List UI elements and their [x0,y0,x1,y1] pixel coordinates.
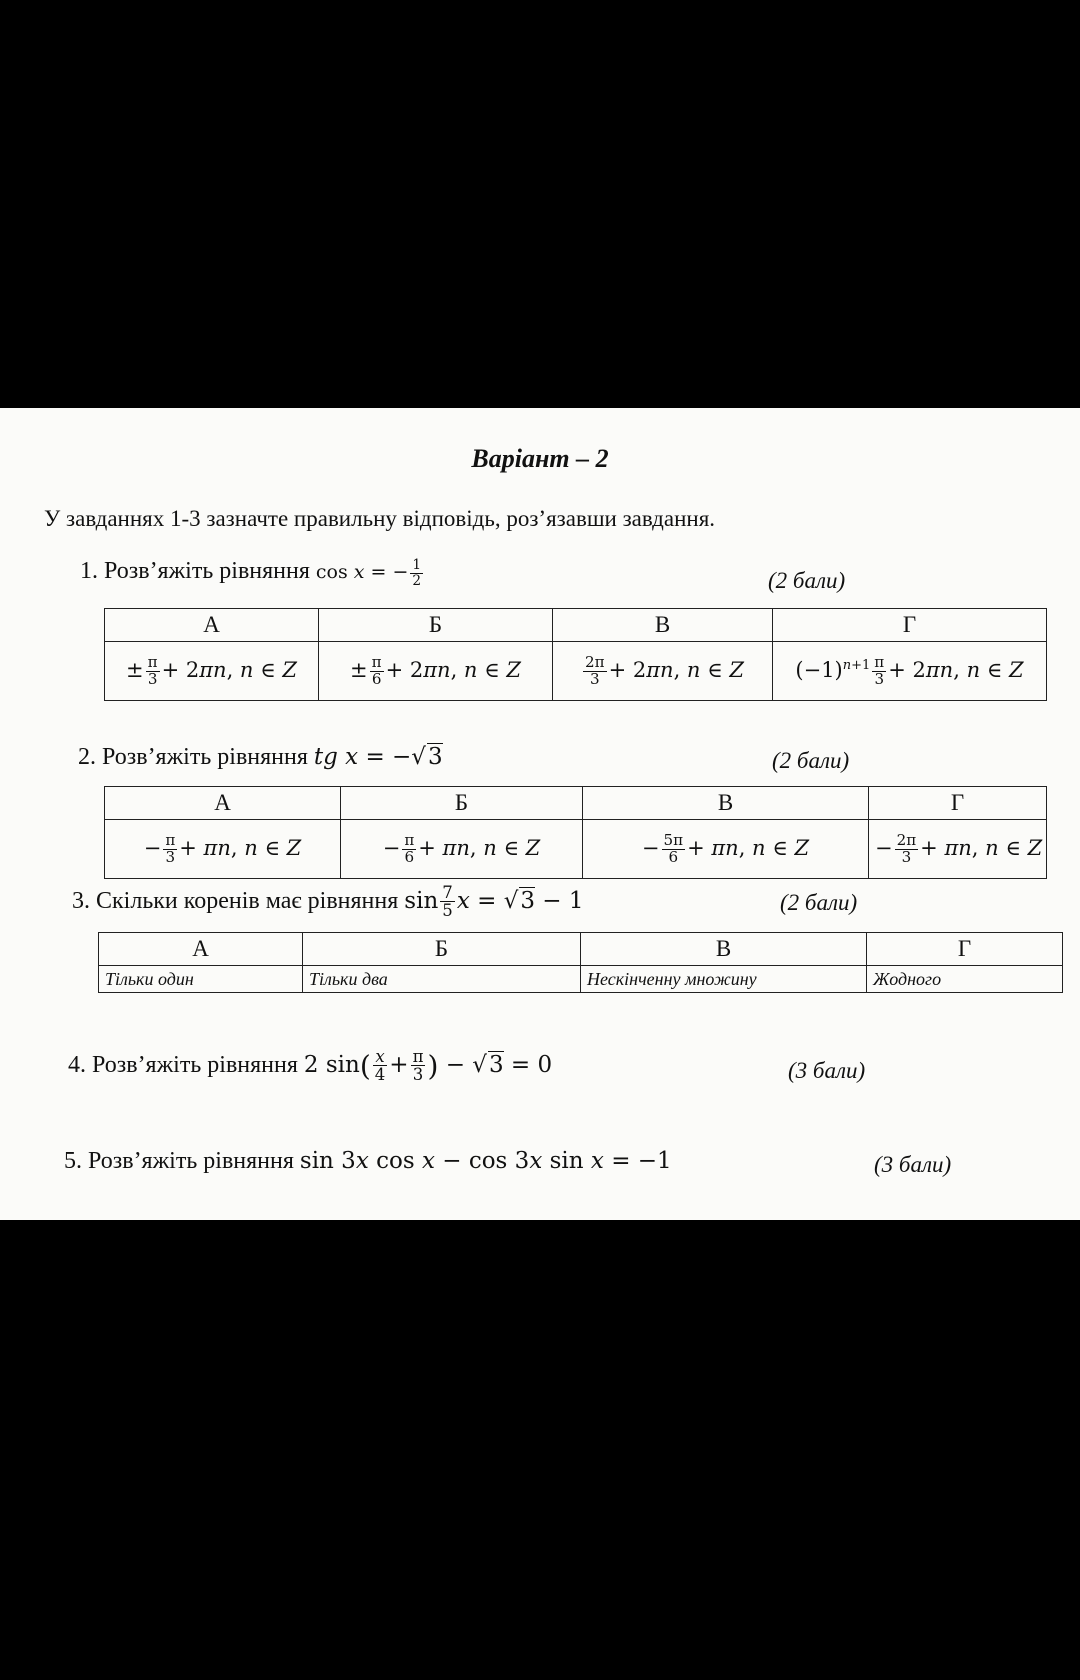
task-1-option-v[interactable]: $\frac{2\pi}{3}$ + 2πn, n ∈ Z [553,642,773,701]
task-2-header-a: А [105,787,341,820]
task-2-header-v: В [583,787,869,820]
task-4 [68,1048,552,1084]
task-2-header-b: Б [341,787,583,820]
task-2-option-b[interactable]: − $\frac{\pi}{6}$ + πn, n ∈ Z [341,820,583,879]
task-2-option-a[interactable]: − $\frac{\pi}{3}$ + πn, n ∈ Z [105,820,341,879]
task-3-answer-table [98,932,1063,993]
variant-title: Варіант – 2 [471,444,609,473]
instruction-text: У завданнях 1-3 зазначте правильну відповідь, роз’язавши завдання. [44,506,716,531]
task-2-text: Розв’яжіть рівняння [102,744,308,770]
task-2-number: 2. [78,744,96,770]
task-3-points: (2 бали) [780,890,858,915]
task-4-text: Розв’яжіть рівняння [92,1051,298,1078]
task-2-equation: tg x = −√3 [313,744,443,770]
task-2-option-g[interactable]: − $\frac{2\pi}{3}$ + πn, n ∈ Z [869,820,1047,879]
task-5-number: 5. [64,1148,82,1174]
task-3-text: Скільки коренів має рівняння [96,887,399,914]
task-4-number: 4. [68,1051,86,1078]
task-4-points: (3 бали) [788,1058,866,1083]
task-3-header-a: А [99,933,303,966]
task-3-header-v: В [581,933,867,966]
task-3-equation: sin $\frac{7}{5}$ x = √3 − 1 [404,883,584,921]
task-1-header-v: В [553,609,773,642]
task-3-option-g[interactable]: Жодного [867,966,1063,993]
task-2 [78,744,443,771]
task-2-header-g: Г [869,787,1047,820]
task-1-option-a[interactable]: ± $\frac{\pi}{3}$ + 2πn, n ∈ Z [105,642,319,701]
task-3-option-v[interactable]: Нескінченну множину [581,966,867,993]
task-4-equation: 2 sin( $\frac{x}{4}$ + $\frac{\pi}{3}$ ) − √3 = 0 [303,1047,553,1085]
task-1-option-b[interactable]: ± $\frac{\pi}{6}$ + 2πn, n ∈ Z [319,642,553,701]
task-1-option-g[interactable]: $(-1)^{n+1}$ $\frac{\pi}{3}$ + 2πn, n ∈ Z [773,642,1047,701]
task-1-header-b: Б [319,609,553,642]
exam-sheet [0,408,1080,1220]
task-1-points: (2 бали) [768,568,846,593]
task-5-equation: sin 3x cos x − cos 3x sin x = −1 [299,1148,672,1174]
task-1-number: 1. [80,558,98,584]
task-3-option-b[interactable]: Тільки два [303,966,581,993]
task-1 [80,558,425,588]
task-3-header-g: Г [867,933,1063,966]
task-3-option-a[interactable]: Тільки один [99,966,303,993]
task-5-text: Розв’яжіть рівняння [88,1148,294,1174]
task-1-header-a: А [105,609,319,642]
task-2-option-v[interactable]: − $\frac{5\pi}{6}$ + πn, n ∈ Z [583,820,869,879]
task-1-header-g: Г [773,609,1047,642]
task-3 [72,884,584,920]
task-2-answer-table [104,786,1047,879]
task-1-answer-table [104,608,1047,701]
task-2-points: (2 бали) [772,748,850,773]
task-1-equation: cos x = − $\frac{1}{2}$ [315,557,422,589]
task-5 [64,1148,672,1175]
task-3-number: 3. [72,887,90,914]
task-1-text: Розв’яжіть рівняння [104,558,310,584]
task-5-points: (3 бали) [874,1152,952,1177]
task-3-header-b: Б [303,933,581,966]
